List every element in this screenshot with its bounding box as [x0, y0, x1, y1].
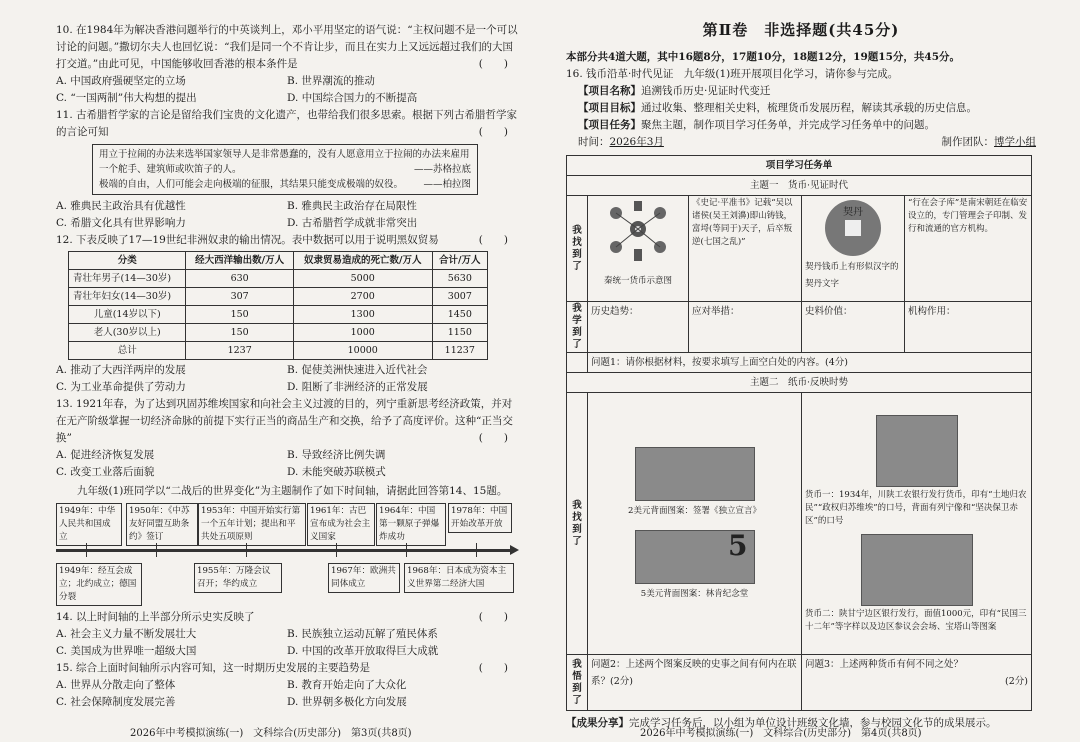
q15-option-a: A. 世界从分散走向了整体: [56, 679, 176, 691]
timeline: [56, 503, 518, 607]
table-row: [69, 306, 488, 324]
question-16-stem: 16. 钱币沿革·时代见证 九年级(1)班开展项目化学习，请你参与完成。: [566, 68, 899, 80]
timeline-top-event: 1978年：中国开始改革开放: [448, 503, 512, 533]
theme-1-heading: 主题一 货币·见证时代: [567, 176, 1032, 196]
q13-answer-paren: ( ): [478, 432, 508, 444]
q15-option-c: C. 社会保障制度发展完善: [56, 696, 176, 708]
q10-option-a: A. 中国政府强硬坚定的立场: [56, 75, 186, 87]
table-cell: 2700: [293, 288, 432, 306]
khitan-coin-lettering: 契丹: [843, 207, 863, 218]
q12-option-a: A. 推动了大西洋两岸的发展: [56, 364, 186, 376]
khitan-coin-icon: [825, 200, 881, 256]
right-page: [566, 22, 1036, 732]
q10-option-c: C. “一国两制”伟大构想的提出: [56, 92, 197, 104]
table-row: [69, 324, 488, 342]
timeline-tick: [156, 543, 157, 557]
two-dollar-bill-image: [635, 447, 755, 501]
q14-answer-paren: ( ): [478, 611, 508, 623]
row-label-learned: 我学到了: [567, 302, 588, 353]
learn-measures-field[interactable]: 应对举措：: [689, 302, 802, 353]
question-15: [56, 660, 518, 711]
timeline-axis: [56, 549, 511, 552]
two-dollar-caption: 2美元背面图案：签署《独立宣言》: [628, 505, 761, 516]
q10-option-d: D. 中国综合国力的不断提高: [287, 92, 418, 104]
table-cell: 老人(30岁以上): [69, 324, 186, 342]
table-header: 奴隶贸易造成的死亡数/万人: [293, 252, 432, 270]
q15-option-d: D. 世界朝多极化方向发展: [287, 696, 407, 708]
result-share-label: 【成果分享】: [566, 717, 629, 729]
project-name-text: 追溯钱币历史·见证时代变迁: [641, 85, 771, 97]
project-task-label: 【项目任务】: [578, 119, 641, 131]
q11-quote-socrates-source: ——苏格拉底: [413, 164, 471, 175]
q14-option-a: A. 社会主义力量不断发展壮大: [56, 628, 197, 640]
table-row: [69, 288, 488, 306]
project-goal-label: 【项目目标】: [578, 102, 641, 114]
learn-function-field[interactable]: 机构作用：: [905, 302, 1032, 353]
red-currency-cell: [802, 393, 1032, 655]
khitan-coin-cell: [802, 196, 905, 302]
project-name-label: 【项目名称】: [578, 85, 641, 97]
timeline-top-event: 1961年：古巴宣布成为社会主义国家: [307, 503, 375, 546]
table-cell: 青壮年男子(14—30岁): [69, 270, 186, 288]
table-cell: 630: [186, 270, 293, 288]
q13-option-d: D. 未能突破苏联模式: [287, 466, 386, 478]
q14-intro: 九年级(1)班同学以“二战后的世界变化”为主题制作了如下时间轴，请据此回答第14、15题。: [77, 485, 508, 497]
question-3[interactable]: [802, 655, 1032, 711]
question-13: [56, 396, 518, 481]
table-header: 经大西洋输出数/万人: [186, 252, 293, 270]
table-cell: 1237: [186, 342, 293, 360]
row-label-found: 我找到了: [567, 196, 588, 302]
five-dollar-numeral: 5: [728, 528, 748, 562]
q12-option-b: B. 促使美洲快速进入近代社会: [287, 364, 428, 376]
q15-stem: 15. 综合上面时间轴所示内容可知，这一时期历史发展的主要趋势是: [56, 662, 371, 674]
table-cell: 儿童(14岁以下): [69, 306, 186, 324]
q11-quote-plato-source: ——柏拉图: [423, 179, 471, 190]
right-page-footer: 2026年中考模拟演练(一) 文科综合(历史部分) 第4页(共8页): [640, 728, 922, 739]
question-1: 问题1：请你根据材料，按要求填写上面空白处的内容。(4分): [588, 353, 1032, 373]
meta-row: [566, 134, 1036, 151]
q11-quote-plato: 极端的自由，人们可能会走向极端的征服，其结果只能变成极端的奴役。: [99, 179, 404, 190]
row-label-insight: 我悟到了: [567, 655, 588, 711]
team-value: 博学小组: [994, 136, 1036, 148]
table-header-row: [69, 252, 488, 270]
q14-stem: 14. 以上时间轴的上半部分所示史实反映了: [56, 611, 255, 623]
timeline-tick: [86, 543, 87, 557]
q13-option-b: B. 导致经济比例失调: [287, 449, 386, 461]
q14-option-d: D. 中国的改革开放取得巨大成就: [287, 645, 439, 657]
slave-trade-table: [68, 251, 488, 360]
q11-option-b: B. 雅典民主政治存在局限性: [287, 200, 417, 212]
huizi-bureau-text: “行在会子库”是南宋朝廷在临安设立的，专门管理会子印制、发行和流通的官方机构。: [905, 196, 1032, 302]
table-cell: 总计: [69, 342, 186, 360]
table-cell: 5630: [432, 270, 487, 288]
q12-answer-paren: ( ): [478, 234, 508, 246]
question-2[interactable]: 问题2：上述两个图案反映的史事之间有何内在联系？(2分): [588, 655, 802, 711]
timeline-top-event: 1950年：《中苏友好同盟互助条约》签订: [126, 503, 198, 546]
question-10: [56, 22, 518, 107]
q10-option-b: B. 世界潮流的推动: [287, 75, 375, 87]
q10-answer-paren: ( ): [478, 58, 508, 70]
q11-option-c: C. 希腊文化具有世界影响力: [56, 217, 186, 229]
team-info: [942, 134, 1037, 151]
theme-2-heading: 主题二 纸币·反映时势: [567, 373, 1032, 393]
q11-stem: 11. 古希腊哲学家的言论是留给我们宝贵的文化遗产，也带给我们很多思索。根据下列古希腊哲学家的言论可知: [56, 109, 518, 138]
left-page: [56, 22, 518, 711]
table-cell: 11237: [432, 342, 487, 360]
timeline-tick: [336, 543, 337, 557]
timeline-bottom-event: 1967年：欧洲共同体成立: [328, 563, 400, 593]
q13-option-a: A. 促进经济恢复发展: [56, 449, 155, 461]
q12-option-c: C. 为工业革命提供了劳动力: [56, 381, 186, 393]
table-cell: 307: [186, 288, 293, 306]
question-3-text: 问题3：上述两种货币有何不同之处？: [805, 659, 964, 670]
table-header: 分类: [69, 252, 186, 270]
q13-stem: 13. 1921年春，为了达到巩固苏维埃国家和向社会主义过渡的目的，列宁重新思考经济政策，并对在无产阶级掌握一切经济命脉的前提下实行正当的商品生产和交换，给予了高度评价。这种“正当交换”: [56, 398, 513, 444]
table-row: [69, 342, 488, 360]
time-label: 时间：: [578, 136, 610, 148]
q14-option-b: B. 民族独立运动瓦解了殖民体系: [287, 628, 438, 640]
timeline-tick: [406, 543, 407, 557]
currency-1-text: 货币一：1934年，川陕工农银行发行货币，印有“土地归农民”“政权归苏维埃”的口号，背面有列宁像和“坚决保卫赤区”的口号: [805, 490, 1027, 526]
team-label: 制作团队：: [941, 136, 994, 148]
section-title: 第Ⅱ卷 非选择题(共45分): [702, 21, 900, 39]
us-dollar-cell: [588, 393, 802, 655]
table-cell: 1000: [293, 324, 432, 342]
timeline-bottom-event: 1955年：万隆会议召开；华约成立: [194, 563, 282, 593]
timeline-tick: [246, 543, 247, 557]
project-goal: [566, 100, 1036, 117]
shiji-quote: 《史记·平准书》记载“吴以诸侯(吴王刘濞)即山铸钱，富埒(等同于)天子，后卒叛逆(七国之乱)”: [689, 196, 802, 302]
result-share-text: 完成学习任务后，以小组为单位设计班级文化墙，参与校园文化节的成果展示。: [629, 717, 997, 729]
qin-coins-caption: 秦统一货币示意图: [603, 276, 672, 286]
timeline-bottom-event: 1968年：日本成为资本主义世界第二经济大国: [404, 563, 514, 593]
q12-option-d: D. 阻断了非洲经济的正常发展: [287, 381, 428, 393]
time-value: 2026年3月: [609, 136, 664, 148]
left-page-footer: 2026年中考模拟演练(一) 文科综合(历史部分) 第3页(共8页): [130, 728, 412, 739]
q11-option-d: D. 古希腊哲学成就非常突出: [287, 217, 418, 229]
question-14: [56, 609, 518, 660]
row-label-found-2: 我找到了: [567, 393, 588, 655]
table-cell: 150: [186, 306, 293, 324]
table-cell: 10000: [293, 342, 432, 360]
learn-value-field[interactable]: 史料价值：: [802, 302, 905, 353]
project-task-text: 聚焦主题，制作项目学习任务单，并完成学习任务单中的问题。: [641, 119, 935, 131]
qin-coins-cell: [588, 196, 689, 302]
timeline-top-event: 1964年：中国第一颗原子弹爆炸成功: [376, 503, 446, 546]
q13-option-c: C. 改变工业落后面貌: [56, 466, 155, 478]
question-3-score: (2分): [1005, 676, 1028, 687]
question-11: [56, 107, 518, 232]
table-row: [69, 270, 488, 288]
table-header: 合计/万人: [432, 252, 487, 270]
table-cell: 3007: [432, 288, 487, 306]
q15-option-b: B. 教育开始走向了大众化: [287, 679, 407, 691]
task-sheet-table: [566, 155, 1032, 711]
table-cell: 青壮年妇女(14—30岁): [69, 288, 186, 306]
timeline-bottom-event: 1949年：经互会成立；北约成立；德国分裂: [56, 563, 142, 606]
timeline-top-event: 1953年：中国开始实行第一个五年计划；提出和平共处五项原则: [198, 503, 306, 546]
table-cell: 1150: [432, 324, 487, 342]
q11-answer-paren: ( ): [478, 126, 508, 138]
learn-trend-field[interactable]: 历史趋势：: [588, 302, 689, 353]
table-cell: 1300: [293, 306, 432, 324]
timeline-top-event: 1949年：中华人民共和国成立: [56, 503, 122, 546]
currency-2-image: [861, 534, 973, 606]
five-dollar-bill-image: [635, 530, 755, 584]
table-cell: 150: [186, 324, 293, 342]
five-dollar-caption: 5美元背面图案：林肯纪念堂: [640, 588, 749, 599]
q11-quote-box: [92, 144, 478, 195]
task-sheet-title: 项目学习任务单: [567, 156, 1032, 176]
q11-quote-socrates: 用立于拉闹的办法来选举国家领导人是非常愚蠢的，没有人愿意用立于拉闹的办法来雇用一个舵手、建筑师或吹笛子的人。: [99, 149, 470, 175]
q10-stem: 10. 在1984年为解决香港问题举行的中英谈判上，邓小平用坚定的语气说：“主权问题不是一个可以讨论的问题。”撒切尔夫人也回忆说：“我们是同一个不肯让步，而且在实力上又远远超过我们的大国打交道。”由此可见，中国能够收回香港的根本条件是: [56, 24, 518, 70]
question-12: [56, 232, 518, 396]
project-name: [566, 83, 1036, 100]
q15-answer-paren: ( ): [478, 662, 508, 674]
table-cell: 5000: [293, 270, 432, 288]
q14-option-c: C. 美国成为世界唯一超级大国: [56, 645, 197, 657]
q12-stem: 12. 下表反映了17—19世纪非洲奴隶的输出情况。表中数据可以用于说明黑奴贸易: [56, 234, 439, 246]
section-intro: 本部分共4道大题，其中16题8分，17题10分，18题12分，19题15分，共45分。: [566, 51, 961, 63]
time-info: [578, 134, 664, 151]
currency-2-text: 货币二：陕甘宁边区银行发行，面值1000元，印有“民国三十二年”等字样以及边区参议会会场、宝塔山等图案: [805, 609, 1027, 632]
timeline-tick: [476, 543, 477, 557]
qin-coins-diagram-icon: [598, 197, 678, 267]
khitan-coin-caption: 契丹钱币上有形似汉字的契丹文字: [805, 262, 899, 289]
project-task: [566, 117, 1036, 134]
q11-option-a: A. 雅典民主政治具有优越性: [56, 200, 186, 212]
project-goal-text: 通过收集、整理相关史料，梳理货币发展历程，解读其承载的历史信息。: [641, 102, 977, 114]
currency-1-image: [876, 415, 958, 487]
table-cell: 1450: [432, 306, 487, 324]
